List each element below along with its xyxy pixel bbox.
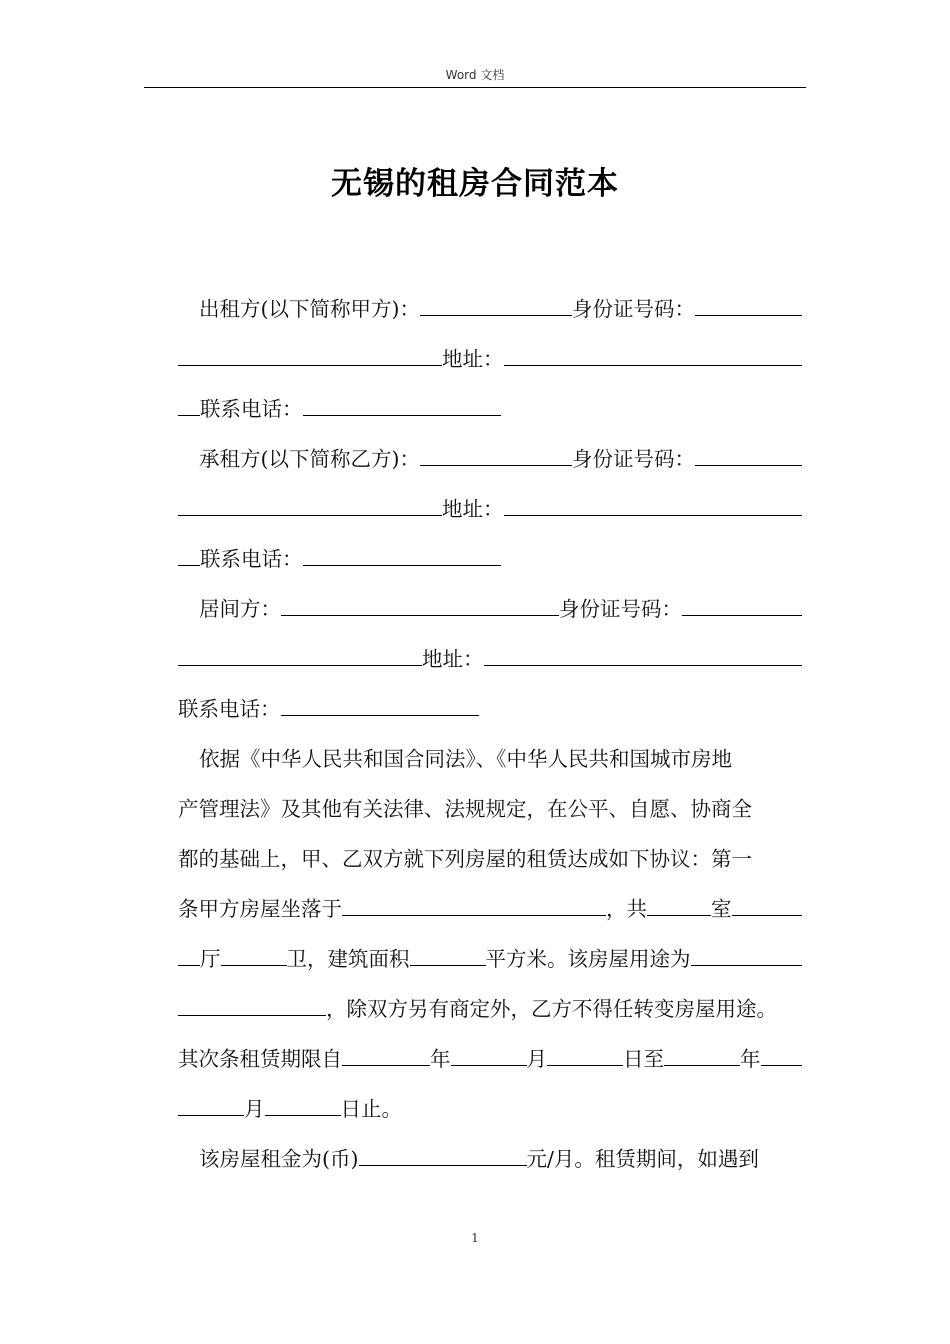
location-blank [342, 897, 606, 916]
header-rule [144, 87, 806, 88]
lessee-address-blank-cont [178, 547, 200, 566]
start-month-label: 月 [526, 1047, 547, 1071]
document-title: 无锡的租房合同范本 [331, 166, 619, 202]
end-year-label: 年 [740, 1047, 761, 1071]
bath-area-label: 卫，建筑面积 [286, 947, 410, 971]
lessor-phone-blank [303, 397, 501, 416]
usage-label: 平方米。该房屋用途为 [485, 947, 691, 971]
broker-phone-label: 联系电话： [178, 697, 281, 721]
lessee-address-blank [504, 497, 803, 516]
term-end-line [178, 1084, 802, 1134]
lessor-line-2 [178, 334, 802, 384]
start-year-label: 年 [430, 1047, 451, 1071]
page-header: Word 文档 [445, 68, 505, 82]
hall-label: 厅 [200, 947, 221, 971]
lessor-line-3 [178, 384, 802, 434]
broker-label: 居间方： [199, 597, 281, 621]
lessor-id-blank-cont [178, 347, 442, 366]
lessee-name-blank [420, 447, 572, 466]
rent-amount-blank [359, 1147, 527, 1166]
room-label: 室 [711, 897, 732, 921]
start-year-blank [342, 1047, 430, 1066]
usage-blank-cont [178, 997, 326, 1016]
broker-address-label: 地址： [422, 647, 484, 671]
rent-line [178, 1134, 802, 1184]
usage-blank [691, 947, 803, 966]
location-line [178, 884, 802, 934]
lessor-address-label: 地址： [442, 347, 504, 371]
page-number: 1 [471, 1231, 479, 1245]
term-line [178, 1034, 802, 1084]
lessee-line-3 [178, 534, 802, 584]
room-count-blank [647, 897, 711, 916]
area-line [178, 934, 802, 984]
broker-id-label: 身份证号码： [559, 597, 682, 621]
broker-phone-blank [281, 697, 479, 716]
usage-line [178, 984, 802, 1034]
broker-line-1 [178, 584, 802, 634]
term-prefix: 其次条租赁期限自 [178, 1047, 342, 1071]
broker-line-3 [178, 684, 802, 734]
basis-text-1: 依据《中华人民共和国合同法》、《中华人民共和国城市房地 [199, 747, 732, 771]
basis-text-3: 都的基础上，甲、乙双方就下列房屋的租赁达成如下协议：第一 [178, 847, 752, 871]
no-change-text: ，除双方另有商定外，乙方不得任转变房屋用途。 [326, 997, 777, 1021]
area-blank [410, 947, 486, 966]
lessee-line-2 [178, 484, 802, 534]
lessor-id-label: 身份证号码： [572, 297, 695, 321]
lessee-id-label: 身份证号码： [572, 447, 695, 471]
lessee-address-label: 地址： [442, 497, 504, 521]
end-year-blank [664, 1047, 740, 1066]
end-month-blank [761, 1047, 803, 1066]
basis-line-2 [178, 784, 802, 834]
end-day-blank [265, 1097, 341, 1116]
lessee-label: 承租方(以下简称乙方)： [199, 447, 420, 471]
day-end-label: 日止。 [340, 1097, 402, 1121]
rent-suffix: 元/月。租赁期间，如遇到 [526, 1147, 759, 1171]
lessor-id-blank [695, 297, 802, 316]
lessor-address-blank [504, 347, 803, 366]
lessee-phone-label: 联系电话： [200, 547, 303, 571]
end-month-label: 月 [244, 1097, 265, 1121]
end-month-blank-cont [178, 1097, 244, 1116]
day-to-label: 日至 [623, 1047, 664, 1071]
lessee-id-blank [695, 447, 802, 466]
lessee-phone-blank [303, 547, 501, 566]
hall-count-blank-cont [178, 947, 200, 966]
lessor-phone-label: 联系电话： [200, 397, 303, 421]
lessor-name-blank [420, 297, 572, 316]
broker-line-2 [178, 634, 802, 684]
lessor-address-blank-cont [178, 397, 200, 416]
broker-id-blank [682, 597, 802, 616]
basis-text-2: 产管理法》及其他有关法律、法规规定，在公平、自愿、协商全 [178, 797, 752, 821]
location-prefix: 条甲方房屋坐落于 [178, 897, 342, 921]
basis-line-3 [178, 834, 802, 884]
broker-name-blank [281, 597, 559, 616]
basis-line-1 [178, 734, 802, 784]
start-day-blank [547, 1047, 623, 1066]
bath-count-blank [221, 947, 287, 966]
broker-address-blank [484, 647, 803, 666]
lessee-line-1 [178, 434, 802, 484]
total-label: ，共 [606, 897, 647, 921]
broker-id-blank-cont [178, 647, 422, 666]
lessee-id-blank-cont [178, 497, 442, 516]
rent-prefix: 该房屋租金为(币) [199, 1147, 359, 1171]
start-month-blank [451, 1047, 527, 1066]
lessor-label: 出租方(以下简称甲方)： [199, 297, 420, 321]
hall-count-blank [732, 897, 803, 916]
lessor-line-1 [178, 284, 802, 334]
document-body [178, 284, 802, 1184]
